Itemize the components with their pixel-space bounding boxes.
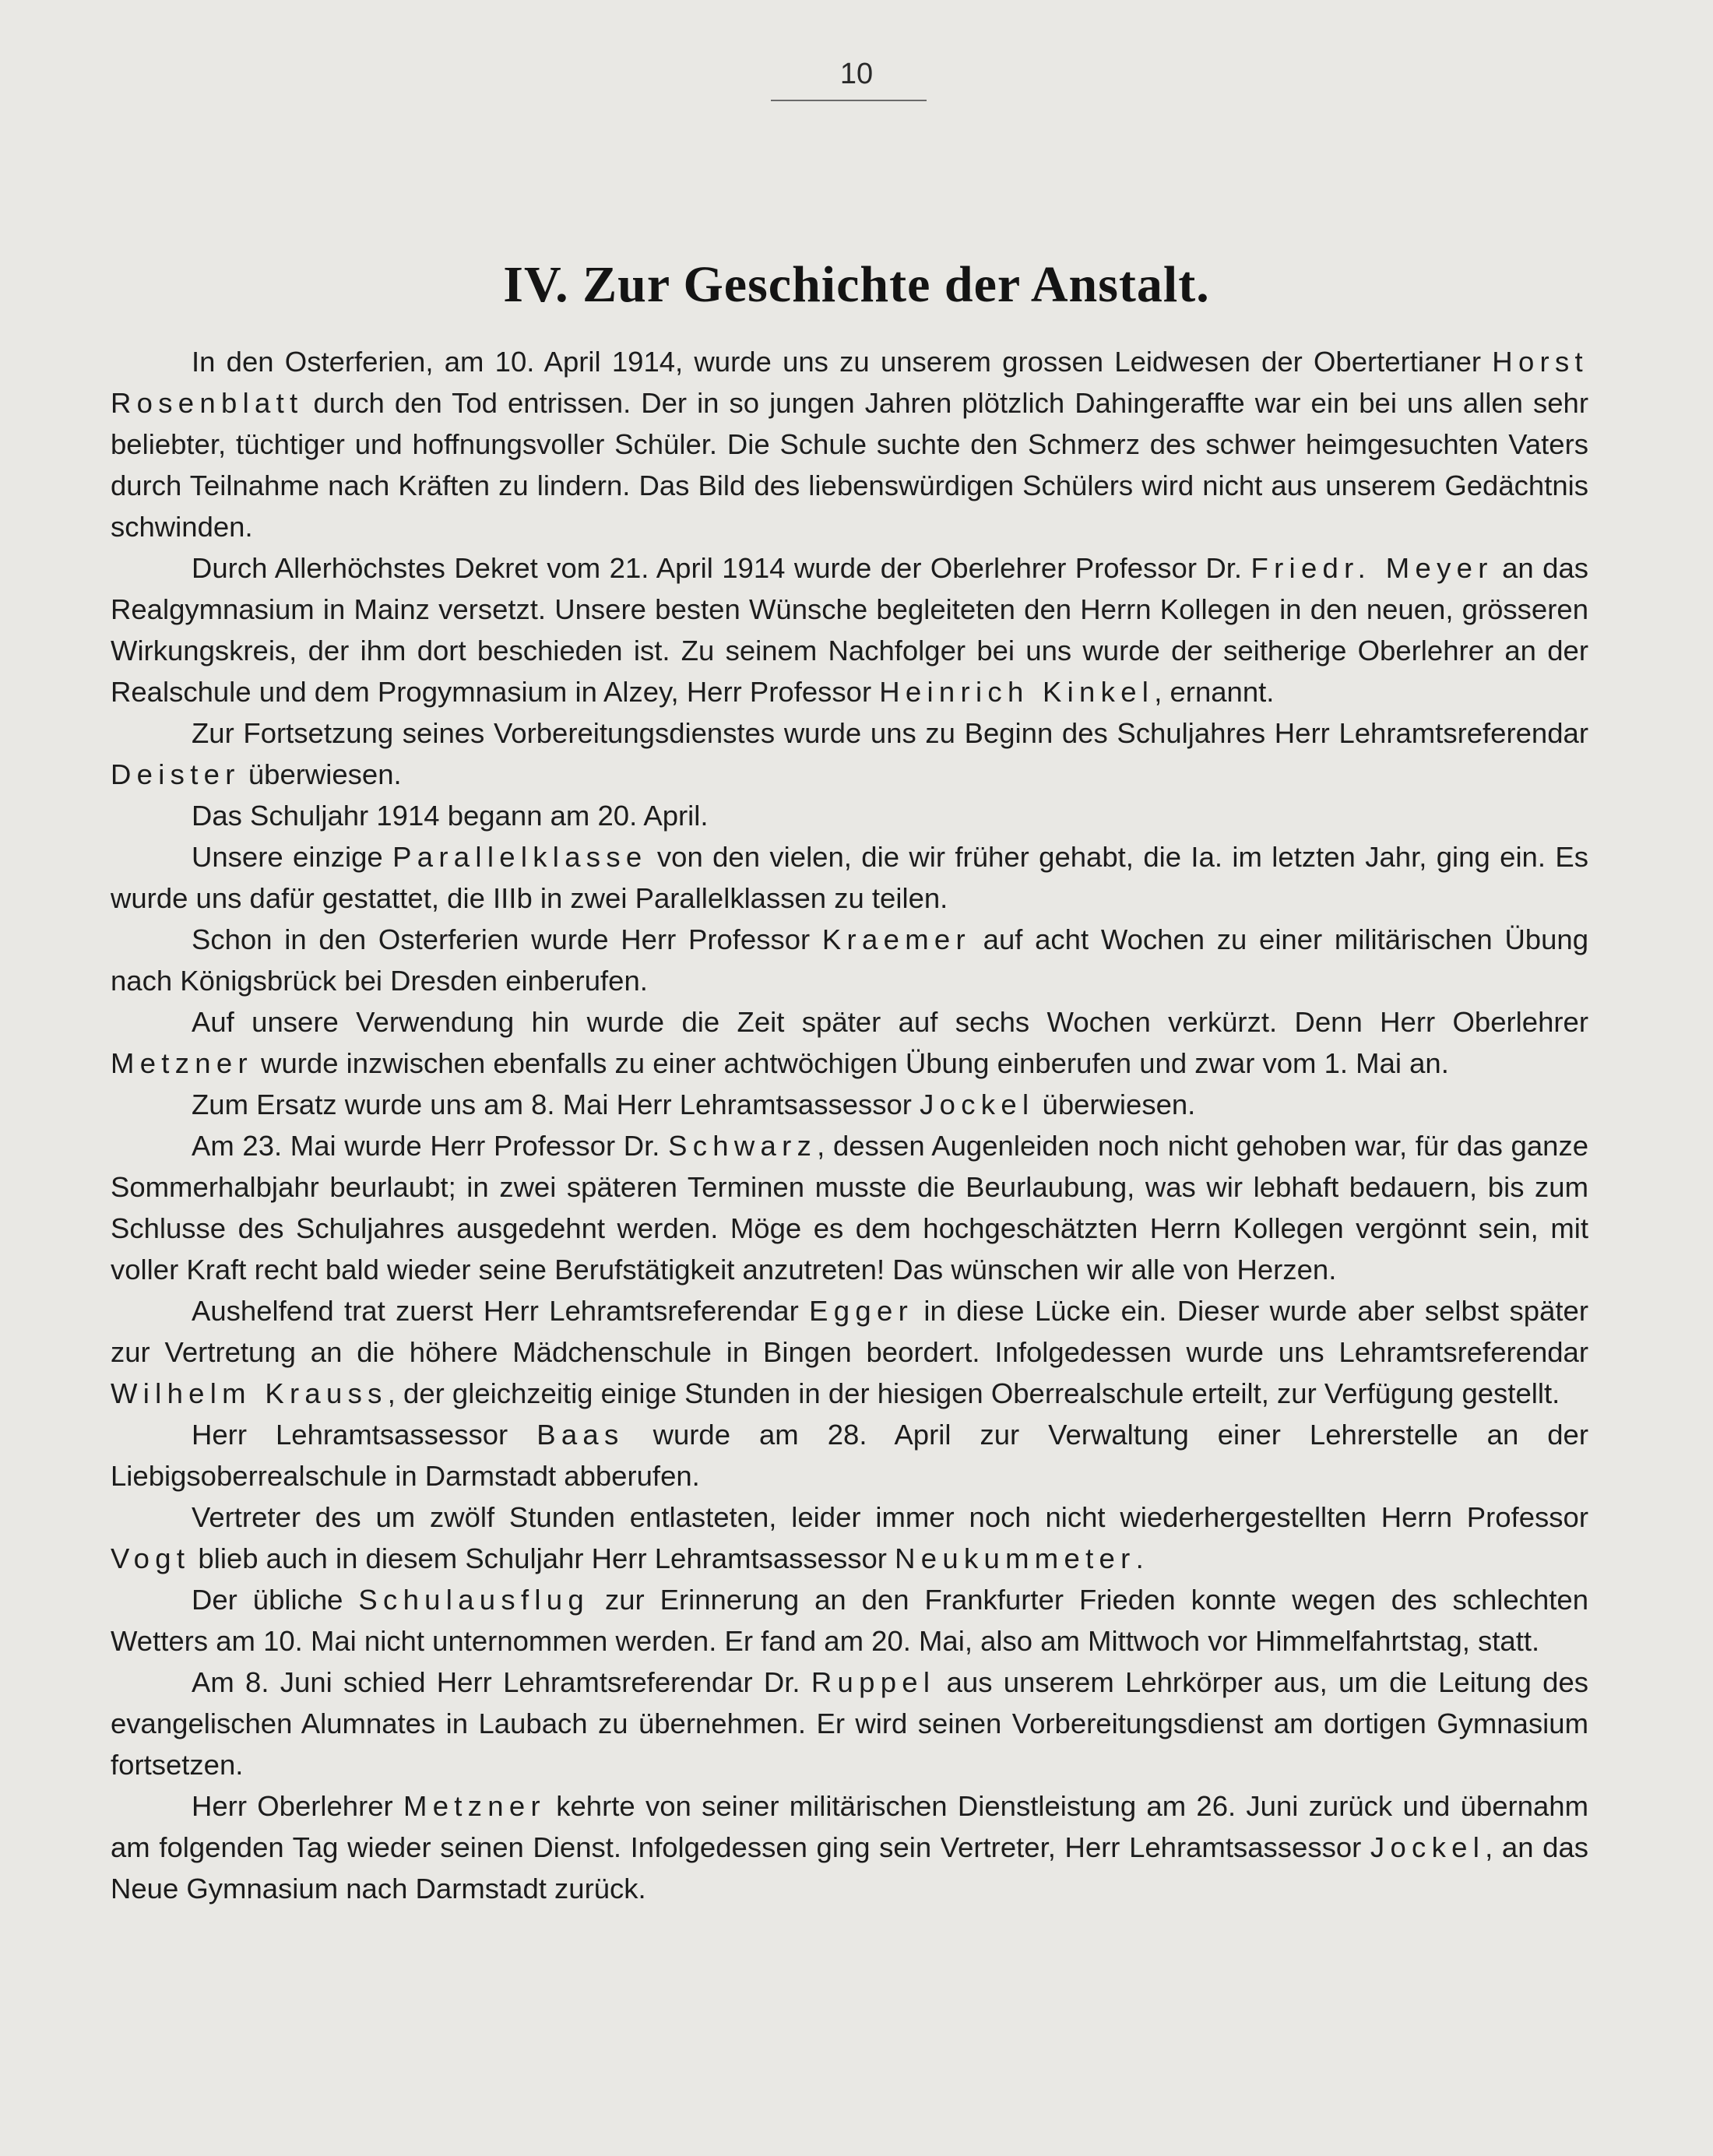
paragraph-text: wurde inzwischen ebenfalls zu einer achtwöchigen Übung einberufen und zwar vom 1. Mai an. (252, 1047, 1449, 1079)
paragraph-text: an das Realgymnasium in Mainz versetzt. Unsere besten Wünsche begleiteten den Herrn Kollegen in den neuen, grösseren Wirkungskreis, der ihm dort beschieden ist. Zu seinem Nachfolger bei uns wurde der seitherige Oberlehrer an der Realschule und dem Progymnasium in Alzey, Herr Professor (111, 552, 1588, 708)
paragraph (111, 341, 1588, 547)
paragraph-text: , an das Neue Gymnasium nach Darmstadt zurück. (111, 1831, 1589, 1905)
paragraph (111, 712, 1588, 795)
spaced-emphasis: Schulausflug (358, 1584, 589, 1616)
spaced-emphasis: Metzner (403, 1790, 546, 1822)
paragraph (111, 1497, 1588, 1579)
page-number-rule (771, 100, 927, 101)
paragraph (111, 1125, 1588, 1290)
body-text (111, 341, 1588, 1909)
paragraph-text: kehrte von seiner militärischen Dienstleistung am 26. Juni zurück und übernahm am folgenden Tag wieder seinen Dienst. Infolgedessen ging sein Vertreter, Herr Lehramtsassessor (111, 1790, 1588, 1863)
spaced-emphasis: Vogt (111, 1542, 191, 1574)
paragraph (111, 1001, 1588, 1084)
chapter-title: IV. Zur Geschichte der Anstalt. (503, 256, 1210, 313)
paragraph-text: zur Erinnerung an den Frankfurter Frieden konnte wegen des schlechten Wetters am 10. Mai nicht unternommen werden. Er fand am 20. Mai, also am Mittwoch vor Himmelfahrtstag, statt. (111, 1584, 1588, 1657)
paragraph (111, 1414, 1588, 1497)
page-number: 10 (839, 58, 874, 90)
spaced-emphasis: Wilhelm Krauss (111, 1377, 388, 1409)
paragraph (111, 1084, 1588, 1125)
paragraph-text: wurde am 28. April zur Verwaltung einer Lehrerstelle an der Liebigsoberrealschule in Darmstadt abberufen. (111, 1419, 1588, 1492)
paragraph-text: , ernannt. (1154, 676, 1275, 708)
spaced-emphasis: Jockel (1370, 1831, 1486, 1863)
paragraph (111, 1579, 1588, 1662)
paragraph-text: durch den Tod entrissen. Der in so jungen Jahren plötzlich Dahingeraffte war ein bei uns allen sehr beliebter, tüchtiger und hoffnungsvoller Schüler. Die Schule suchte den Schmerz des schwer heimgesuchten Vaters durch Teilnahme nach Kräften zu lindern. Das Bild des liebenswürdigen Schülers wird nicht aus unserem Gedächtnis schwinden. (111, 387, 1588, 543)
paragraph-text: Vertreter des um zwölf Stunden entlasteten, leider immer noch nicht wiederhergestellten Herrn Professor (192, 1501, 1588, 1533)
paragraph-text: Aushelfend trat zuerst Herr Lehramtsreferendar (192, 1295, 810, 1327)
spaced-emphasis: Kraemer (821, 923, 971, 955)
paragraph-text: blieb auch in diesem Schuljahr Herr Lehramtsassessor (190, 1542, 895, 1574)
paragraph-text: überwiesen. (1034, 1089, 1196, 1120)
spaced-emphasis: Ruppel (811, 1666, 936, 1698)
paragraph-text: Zum Ersatz wurde uns am 8. Mai Herr Lehramtsassessor (192, 1089, 920, 1120)
paragraph (111, 836, 1588, 919)
paragraph (111, 795, 1588, 836)
paragraph-text: Das Schuljahr 1914 begann am 20. April. (192, 800, 709, 832)
paragraph-text: überwiesen. (240, 758, 402, 790)
paragraph-text: Am 8. Juni schied Herr Lehramtsreferendar Dr. (192, 1666, 811, 1698)
spaced-emphasis: Horst Rosenblatt (111, 346, 1588, 419)
spaced-emphasis: Egger (809, 1295, 914, 1327)
spaced-emphasis: Schwarz (668, 1130, 818, 1162)
paragraph-text: Zur Fortsetzung seines Vorbereitungsdienstes wurde uns zu Beginn des Schuljahres Herr Lehramtsreferendar (192, 717, 1588, 749)
paragraph (111, 1785, 1588, 1909)
spaced-emphasis: Baas (536, 1419, 624, 1451)
spaced-emphasis: Neukummeter (895, 1542, 1136, 1574)
paragraph-text: Herr Lehramtsassessor (192, 1419, 537, 1451)
paragraph-text: in diese Lücke ein. Dieser wurde aber selbst später zur Vertretung an die höhere Mädchenschule in Bingen beordert. Infolgedessen wurde uns Lehramtsreferendar (111, 1295, 1588, 1368)
paragraph-text: . (1135, 1542, 1144, 1574)
paragraph-text: Durch Allerhöchstes Dekret vom 21. April 1914 wurde der Oberlehrer Professor Dr. (192, 552, 1251, 584)
paragraph-text: Unsere einzige (192, 841, 393, 873)
spaced-emphasis: Metzner (111, 1047, 253, 1079)
paragraph-text: , der gleichzeitig einige Stunden in der hiesigen Oberrealschule erteilt, zur Verfügung gestellt. (387, 1377, 1560, 1409)
paragraph-text: Am 23. Mai wurde Herr Professor Dr. (192, 1130, 669, 1162)
spaced-emphasis: Friedr. Meyer (1250, 552, 1493, 584)
spaced-emphasis: Parallelklasse (392, 841, 648, 873)
spaced-emphasis: Deister (111, 758, 241, 790)
paragraph (111, 1290, 1588, 1414)
paragraph-text: Herr Oberlehrer (192, 1790, 403, 1822)
paragraph-text: , dessen Augenleiden noch nicht gehoben war, für das ganze Sommerhalbjahr beurlaubt; in zwei späteren Terminen musste die Beurlaubung, was wir lebhaft bedauern, bis zum Schlusse des Schuljahres ausgedehnt werden. Möge es dem hochgeschätzten Herrn Kollegen vergönnt sein, mit voller Kraft recht bald wieder seine Berufstätigkeit anzutreten! Das wünschen wir alle von Herzen. (111, 1130, 1588, 1286)
spaced-emphasis: Heinrich Kinkel (879, 676, 1155, 708)
paragraph-text: aus unserem Lehrkörper aus, um die Leitung des evangelischen Alumnates in Laubach zu übernehmen. Er wird seinen Vorbereitungsdienst am dortigen Gymnasium fortsetzen. (111, 1666, 1588, 1781)
paragraph (111, 919, 1588, 1001)
paragraph-text: Schon in den Osterferien wurde Herr Professor (192, 923, 822, 955)
paragraph-text: Der übliche (192, 1584, 359, 1616)
paragraph (111, 1662, 1588, 1785)
paragraph-text: von den vielen, die wir früher gehabt, die Ia. im letzten Jahr, ging ein. Es wurde uns dafür gestattet, die IIIb in zwei Parallelklassen zu teilen. (111, 841, 1588, 914)
paragraph-text: auf acht Wochen zu einer militärischen Übung nach Königsbrück bei Dresden einberufen. (111, 923, 1588, 997)
paragraph-text: In den Osterferien, am 10. April 1914, wurde uns zu unserem grossen Leidwesen der Obertertianer (192, 346, 1493, 378)
paragraph-text: Auf unsere Verwendung hin wurde die Zeit später auf sechs Wochen verkürzt. Denn Herr Oberlehrer (192, 1006, 1588, 1038)
spaced-emphasis: Jockel (920, 1089, 1035, 1120)
paragraph (111, 547, 1588, 712)
